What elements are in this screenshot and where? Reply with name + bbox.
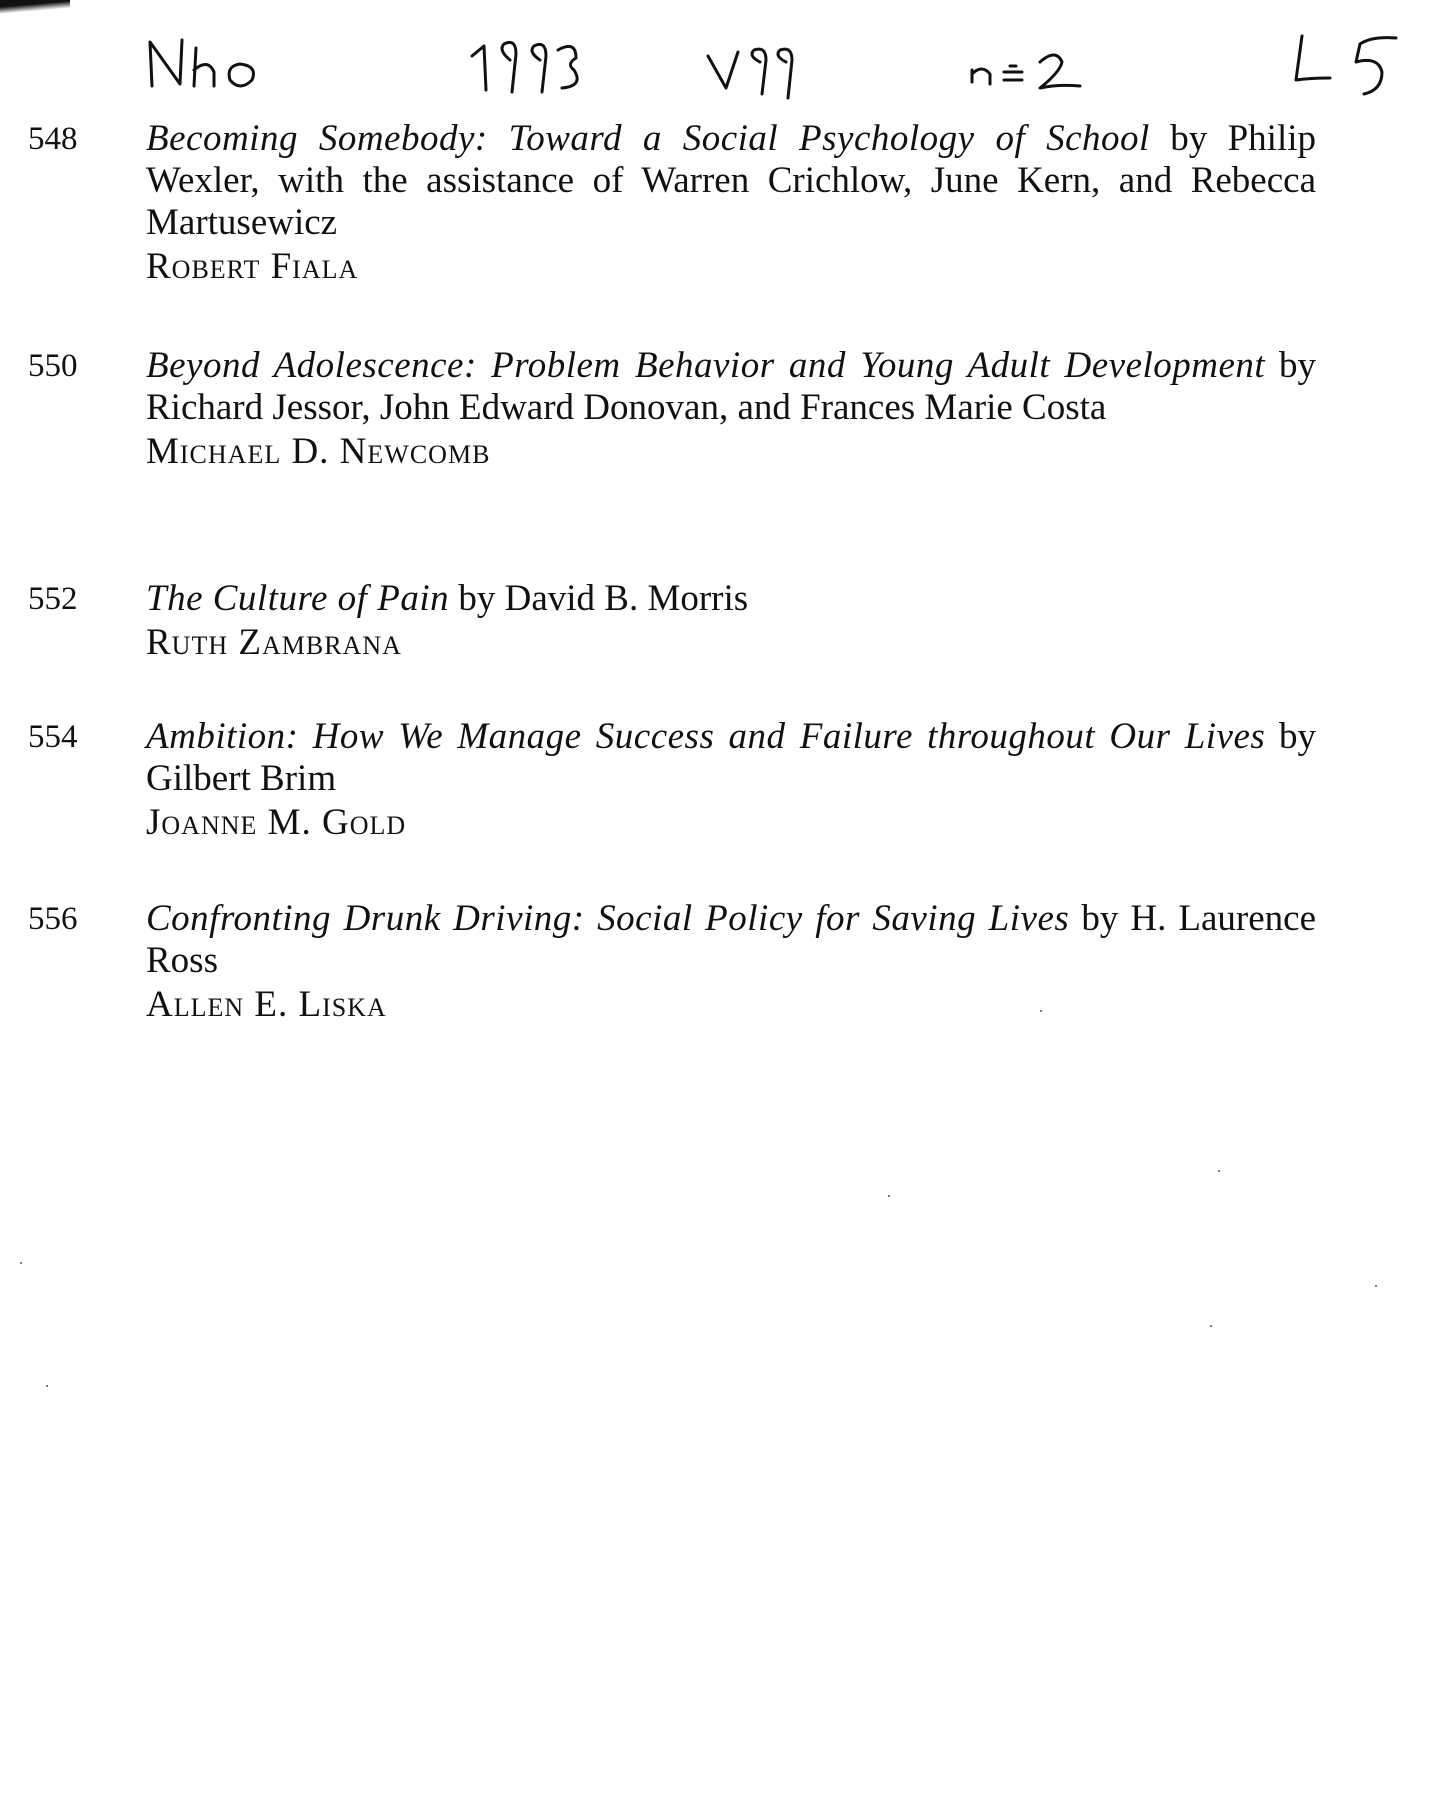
book-title: The Culture of Pain	[146, 578, 450, 619]
book-byline: by H. Laurence Ross	[146, 898, 1316, 981]
review-citation	[146, 118, 1316, 288]
handwritten-l5	[1296, 36, 1396, 94]
reviewer-name: Robert Fiala	[146, 246, 359, 287]
review-citation	[146, 898, 1316, 1026]
handwritten-nho	[150, 40, 254, 86]
handwritten-year	[472, 42, 577, 92]
page-number: 554	[28, 719, 78, 755]
scan-speck	[1210, 1325, 1212, 1327]
book-byline: by David B. Morris	[449, 578, 749, 619]
scan-speck	[888, 1195, 890, 1197]
book-byline: by Richard Jessor, John Edward Donovan, and Frances Marie Costa	[146, 345, 1316, 428]
book-title: Ambition: How We Manage Success and Failure throughout Our Lives	[146, 716, 1266, 757]
reviewer-name: Michael D. Newcomb	[146, 431, 491, 472]
book-title: Becoming Somebody: Toward a Social Psychology of School	[146, 118, 1150, 159]
page-number: 552	[28, 581, 78, 617]
review-citation	[146, 716, 1316, 844]
scan-speck	[46, 1385, 48, 1387]
page-number: 550	[28, 348, 78, 384]
reviewer-name: Allen E. Liska	[146, 984, 387, 1025]
book-title: Confronting Drunk Driving: Social Policy for Saving Lives	[146, 898, 1070, 939]
page-number: 548	[28, 121, 78, 157]
book-byline: by Gilbert Brim	[146, 716, 1317, 799]
handwritten-annotation	[0, 0, 1446, 120]
scan-speck	[20, 1262, 22, 1264]
book-title: Beyond Adolescence: Problem Behavior and Young Adult Development	[146, 345, 1266, 386]
scan-speck	[1040, 1010, 1042, 1012]
scan-speck	[1218, 1170, 1220, 1172]
scan-speck	[1375, 1285, 1377, 1287]
book-byline: by Philip Wexler, with the assistance of Warren Crichlow, June Kern, and Rebecca Martusewicz	[146, 118, 1317, 243]
review-citation	[146, 578, 1316, 664]
handwritten-number	[972, 55, 1080, 88]
reviewer-name: Joanne M. Gold	[146, 802, 407, 843]
handwritten-volume	[708, 49, 792, 98]
reviewer-name: Ruth Zambrana	[146, 622, 402, 663]
review-citation	[146, 345, 1316, 473]
page-number: 556	[28, 901, 78, 937]
